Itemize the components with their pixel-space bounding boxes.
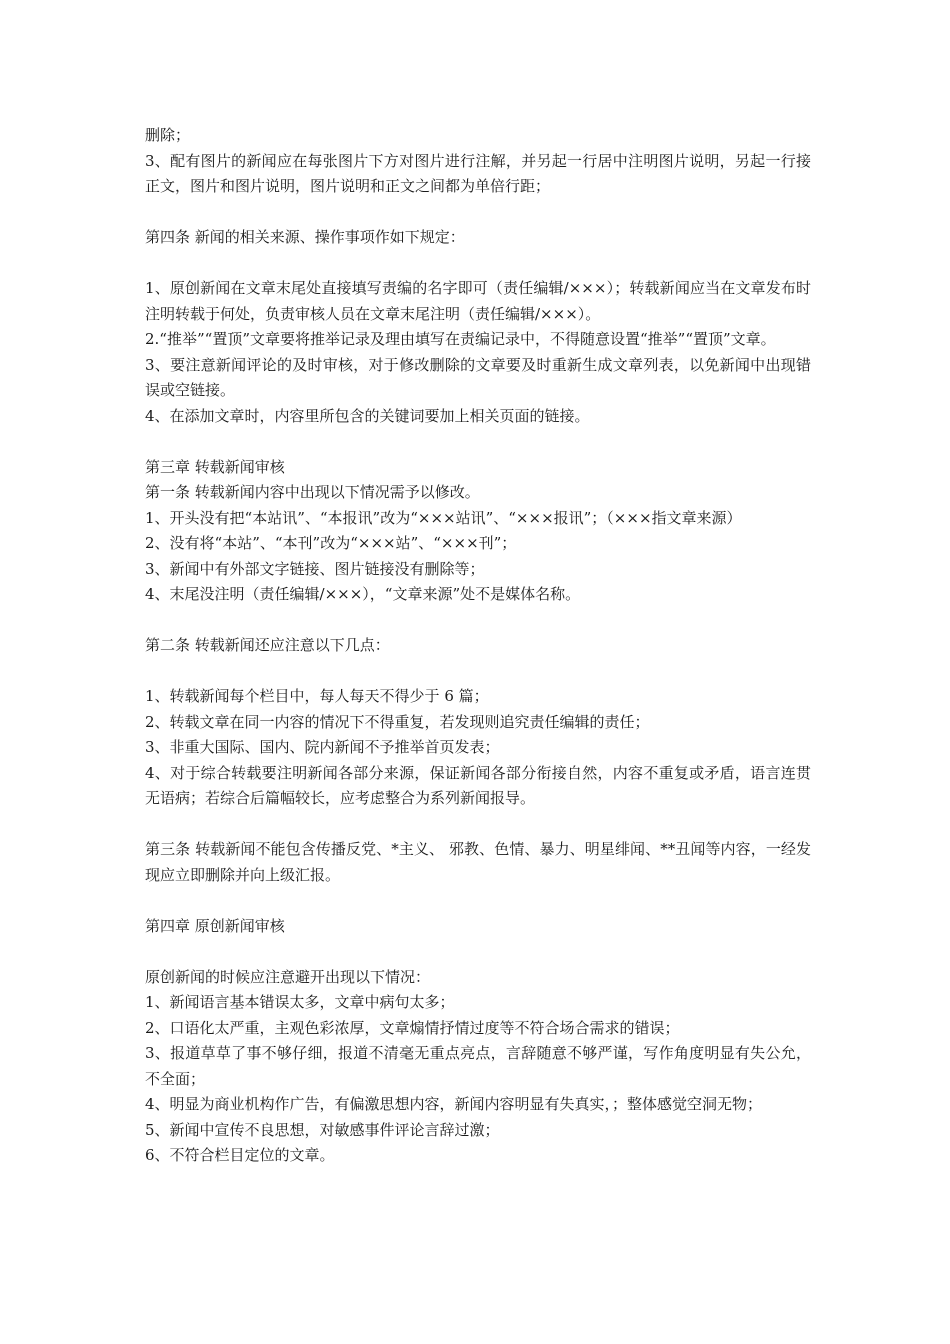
text-paragraph: 3、要注意新闻评论的及时审核，对于修改删除的文章要及时重新生成文章列表，以免新闻中出现错误或空链接。 [145,355,811,399]
text-paragraph: 4、对于综合转载要注明新闻各部分来源，保证新闻各部分衔接自然，内容不重复或矛盾，语言连贯无语病；若综合后篇幅较长，应考虑整合为系列新闻报导。 [145,763,811,807]
text-line: 4、末尾没注明（责任编辑/×××），“文章来源”处不是媒体名称。 [145,585,581,603]
text-paragraph: 4、明显为商业机构作广告，有偏激思想内容，新闻内容明显有失真实，；整体感觉空洞无物； [145,1095,763,1113]
text-line: 2、转载文章在同一内容的情况下不得重复，若发现则追究责任编辑的责任； [145,712,650,731]
article-paragraph: 第三条 转载新闻不能包含传播反党、*主义、 邪教、色情、暴力、明星绯闻、**丑闻等内容，一经发现应立即删除并向上级汇报。 [145,840,811,884]
blank-line [145,429,811,455]
text-line: 2、没有将“本站”、“本刊”改为“×××站”、“×××刊”； [145,534,517,552]
blank-line [145,659,811,685]
text-line: 6、不符合栏目定位的文章。 [145,1146,335,1164]
document-body [145,123,811,1169]
text-paragraph: 3、配有图片的新闻应在每张图片下方对图片进行注解，并另起一行居中注明图片说明，另起一行接正文，图片和图片说明，图片说明和正文之间都为单倍行距； [145,151,811,195]
blank-line [145,608,811,634]
article-heading: 第二条 转载新闻还应注意以下几点： [145,636,390,654]
chapter-heading: 第三章 转载新闻审核 [145,457,285,476]
text-line: 5、新闻中宣传不良思想，对敏感事件评论言辞过激； [145,1120,500,1139]
chapter-heading: 第四章 原创新闻审核 [145,916,285,935]
text-line: 1、开头没有把“本站讯”、“本报讯”改为“×××站讯”、“×××报讯”；（×××指文章来源） [145,508,742,527]
text-line: 2、口语化太严重，主观色彩浓厚，文章煽情抒情过度等不符合场合需求的错误； [145,1018,680,1037]
text-line: 4、在添加文章时，内容里所包含的关键词要加上相关页面的链接。 [145,406,590,425]
blank-line [145,812,811,838]
article-heading: 第一条 转载新闻内容中出现以下情况需予以修改。 [145,483,480,501]
text-line: 1、转载新闻每个栏目中，每人每天不得少于 6 篇； [145,687,489,705]
blank-line [145,200,811,226]
text-paragraph: 2.“推举”“置顶”文章要将推举记录及理由填写在责编记录中，不得随意设置“推举”“置顶”文章。 [145,330,776,348]
text-line: 原创新闻的时候应注意避开出现以下情况： [145,967,431,986]
blank-line [145,251,811,277]
text-paragraph: 3、报道草草了事不够仔细，报道不清毫无重点亮点，言辞随意不够严谨，写作角度明显有失公允，不全面； [145,1044,811,1088]
blank-line [145,888,811,914]
text-line: 1、新闻语言基本错误太多，文章中病句太多； [145,993,455,1011]
blank-line [145,939,811,965]
text-line: 3、新闻中有外部文字链接、图片链接没有删除等； [145,559,485,578]
text-paragraph: 1、原创新闻在文章末尾处直接填写责编的名字即可（责任编辑/×××）；转载新闻应当在文章发布时注明转载于何处，负责审核人员在文章末尾注明（责任编辑/×××）。 [145,279,811,323]
text-line: 3、非重大国际、国内、院内新闻不予推举首页发表； [145,738,500,756]
article-heading: 第四条 新闻的相关来源、操作事项作如下规定： [145,228,465,246]
text-line: 删除； [145,126,191,144]
